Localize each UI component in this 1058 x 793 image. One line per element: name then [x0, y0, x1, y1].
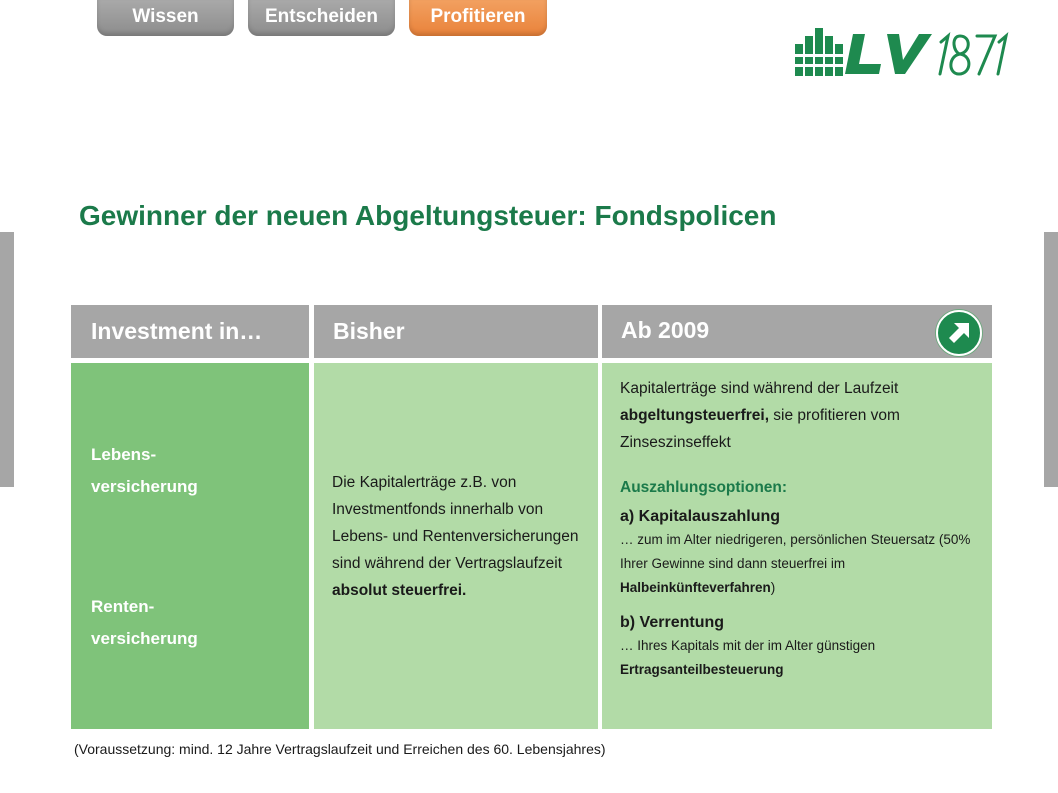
body-bisher [314, 363, 598, 729]
label-renten-line1: Renten- [91, 597, 155, 616]
ab-intro-bold: abgeltungsteuerfrei, [620, 407, 769, 424]
ab-2009-content [620, 375, 980, 682]
ab-intro-post: sie profitieren vom Zinseszinseffekt [620, 407, 900, 451]
ab-2009-intro [620, 375, 980, 456]
tab-profitieren[interactable]: Profitieren [409, 0, 547, 36]
label-lebens-line2: versicherung [91, 477, 198, 496]
arrow-up-right-glyph [946, 320, 972, 346]
header-investment: Investment in… [71, 305, 309, 358]
option-a-heading: a) Kapitalauszahlung [620, 508, 781, 525]
label-rentenversicherung [91, 591, 198, 655]
lv1871-logo [795, 28, 1010, 76]
option-b-text-pre: … Ihres Kapitals mit der im Alter günstigen [620, 638, 876, 653]
arrow-up-right-icon[interactable] [936, 310, 982, 356]
option-b-text [620, 634, 980, 682]
body-investment [71, 363, 309, 729]
option-a-text-post: ) [770, 580, 776, 595]
tab-wissen[interactable]: Wissen [97, 0, 234, 36]
header-ab-2009: Ab 2009 [602, 305, 992, 358]
option-a-text-pre: … zum im Alter niedrigeren, persönlichen Steuersatz (50% Ihrer Gewinne sind dann steuerfrei im [620, 532, 971, 571]
side-bar-left [0, 232, 14, 487]
bisher-text-bold: absolut steuerfrei. [332, 582, 467, 599]
side-bar-right [1044, 232, 1058, 487]
options-heading: Auszahlungsoptionen: [620, 479, 788, 496]
footnote: (Voraussetzung: mind. 12 Jahre Vertragslaufzeit und Erreichen des 60. Lebensjahres) [74, 741, 606, 757]
option-a-text [620, 528, 980, 600]
bisher-text [332, 469, 592, 604]
label-lebensversicherung [91, 439, 198, 503]
option-b-heading: b) Verrentung [620, 614, 725, 631]
ab-intro-pre: Kapitalerträge sind während der Laufzeit [620, 380, 899, 397]
bisher-text-body: Die Kapitalerträge z.B. von Investmentfonds innerhalb von Lebens- und Rentenversicherungen sind während der Vertragslaufzeit [332, 474, 579, 572]
label-renten-line2: versicherung [91, 629, 198, 648]
option-b-text-bold: Ertragsanteilbesteuerung [620, 662, 784, 677]
label-lebens-line1: Lebens- [91, 445, 157, 464]
header-bisher: Bisher [314, 305, 598, 358]
option-a-text-bold: Halbeinkünfteverfahren [620, 580, 771, 595]
body-ab-2009 [602, 363, 992, 729]
page-title: Gewinner der neuen Abgeltungsteuer: Fondspolicen [79, 200, 777, 231]
tab-entscheiden[interactable]: Entscheiden [248, 0, 395, 36]
